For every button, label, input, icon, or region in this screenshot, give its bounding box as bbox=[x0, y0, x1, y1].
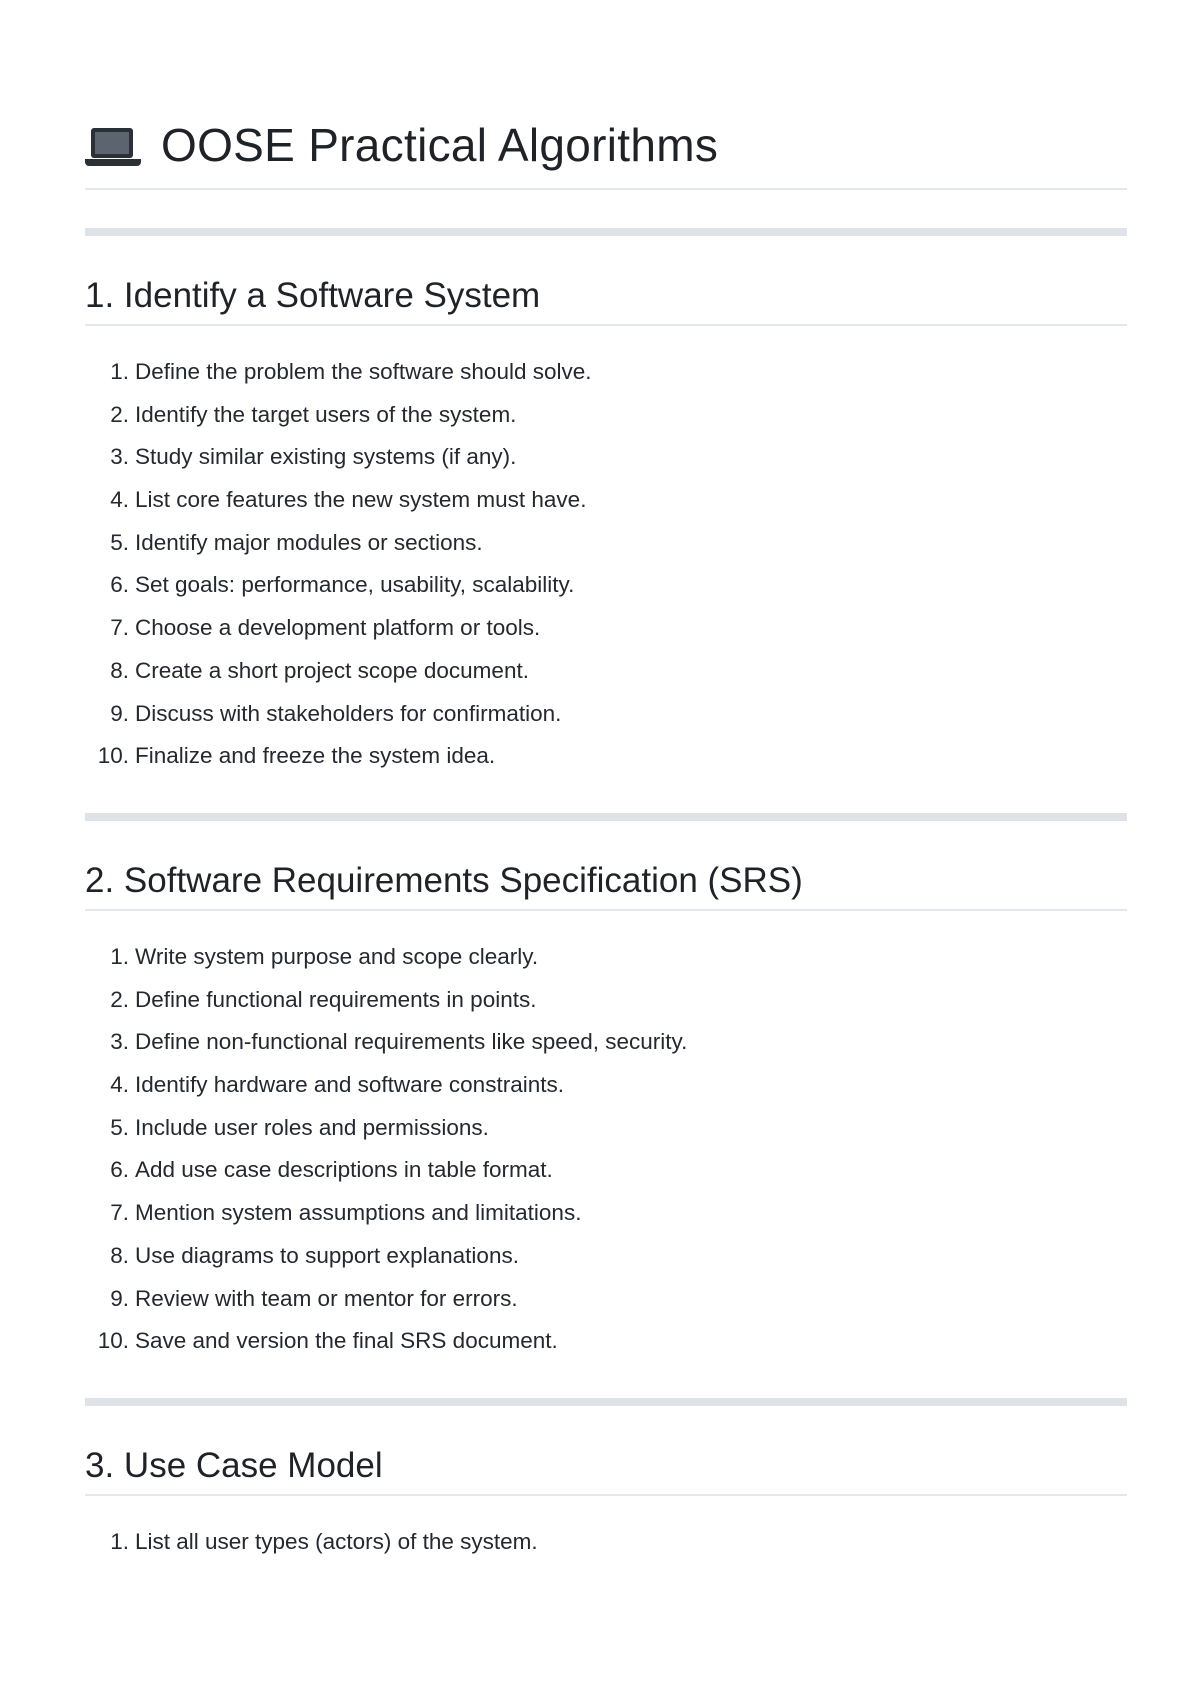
list-item bbox=[85, 943, 1127, 986]
list-item bbox=[85, 571, 1127, 614]
step-text: Identify the target users of the system. bbox=[135, 401, 517, 427]
list-item bbox=[85, 657, 1127, 700]
step-number: 2. bbox=[110, 401, 129, 427]
step-text: Discuss with stakeholders for confirmation. bbox=[135, 700, 562, 726]
section-title: 1. Identify a Software System bbox=[85, 276, 541, 315]
list-item bbox=[85, 1285, 1127, 1328]
step-number: 4. bbox=[110, 1072, 129, 1098]
step-text: Set goals: performance, usability, scalability. bbox=[135, 572, 575, 598]
step-list-2 bbox=[85, 943, 1127, 1370]
list-item bbox=[85, 1071, 1127, 1114]
step-text: Define non-functional requirements like speed, security. bbox=[135, 1029, 688, 1055]
section-heading-1 bbox=[85, 273, 1127, 326]
step-list-1 bbox=[85, 358, 1127, 785]
list-item bbox=[85, 401, 1127, 444]
step-text: Review with team or mentor for errors. bbox=[135, 1285, 518, 1311]
step-number: 9. bbox=[110, 700, 129, 726]
list-item bbox=[85, 614, 1127, 657]
step-text: Create a short project scope document. bbox=[135, 657, 529, 683]
section-divider bbox=[85, 813, 1127, 821]
list-item bbox=[85, 358, 1127, 401]
step-number: 9. bbox=[110, 1285, 129, 1311]
step-number: 7. bbox=[110, 1200, 129, 1226]
step-text: Study similar existing systems (if any). bbox=[135, 444, 517, 470]
step-text: Include user roles and permissions. bbox=[135, 1114, 489, 1140]
step-number: 3. bbox=[110, 444, 129, 470]
list-item bbox=[85, 1028, 1127, 1071]
step-number: 5. bbox=[110, 1114, 129, 1140]
document-title bbox=[85, 112, 1127, 190]
step-number: 4. bbox=[110, 487, 129, 513]
step-number: 5. bbox=[110, 529, 129, 555]
section-heading-2 bbox=[85, 858, 1127, 911]
step-number: 8. bbox=[110, 1242, 129, 1268]
step-text: Save and version the final SRS document. bbox=[135, 1328, 558, 1354]
step-text: Add use case descriptions in table format. bbox=[135, 1157, 553, 1183]
list-item bbox=[85, 1199, 1127, 1242]
list-item bbox=[85, 1156, 1127, 1199]
list-item bbox=[85, 1242, 1127, 1285]
list-item bbox=[85, 1114, 1127, 1157]
step-text: List all user types (actors) of the system. bbox=[135, 1529, 538, 1554]
step-number: 1. bbox=[110, 359, 129, 384]
step-number: 6. bbox=[110, 1157, 129, 1183]
list-item bbox=[85, 529, 1127, 572]
step-number: 3. bbox=[110, 1029, 129, 1055]
list-item bbox=[85, 486, 1127, 529]
page-title: OOSE Practical Algorithms bbox=[161, 119, 719, 171]
list-item bbox=[85, 1528, 1127, 1571]
step-number: 6. bbox=[110, 572, 129, 598]
list-item bbox=[85, 742, 1127, 785]
step-number: 1. bbox=[110, 1529, 129, 1554]
step-number: 8. bbox=[110, 657, 129, 683]
step-text: Identify hardware and software constraints. bbox=[135, 1072, 564, 1098]
section-divider bbox=[85, 1398, 1127, 1406]
list-item bbox=[85, 443, 1127, 486]
step-text: Write system purpose and scope clearly. bbox=[135, 944, 539, 969]
step-text: Finalize and freeze the system idea. bbox=[135, 743, 496, 769]
step-text: Define functional requirements in points. bbox=[135, 986, 537, 1012]
step-text: Choose a development platform or tools. bbox=[135, 615, 541, 641]
section-divider bbox=[85, 228, 1127, 236]
step-text: Mention system assumptions and limitations. bbox=[135, 1200, 582, 1226]
step-number: 10. bbox=[97, 1328, 129, 1354]
step-number: 1. bbox=[110, 944, 129, 969]
step-text: List core features the new system must have. bbox=[135, 487, 587, 513]
step-list-3 bbox=[85, 1528, 1127, 1571]
list-item bbox=[85, 986, 1127, 1029]
step-number: 2. bbox=[110, 986, 129, 1012]
list-item bbox=[85, 700, 1127, 743]
section-heading-3 bbox=[85, 1443, 1127, 1496]
step-text: Use diagrams to support explanations. bbox=[135, 1242, 519, 1268]
step-text: Define the problem the software should solve. bbox=[135, 359, 592, 384]
laptop-icon bbox=[85, 128, 141, 170]
list-item bbox=[85, 1327, 1127, 1370]
section-title: 3. Use Case Model bbox=[85, 1446, 383, 1485]
step-number: 7. bbox=[110, 615, 129, 641]
section-title: 2. Software Requirements Specification (SRS) bbox=[85, 861, 803, 900]
step-text: Identify major modules or sections. bbox=[135, 529, 483, 555]
step-number: 10. bbox=[97, 743, 129, 769]
